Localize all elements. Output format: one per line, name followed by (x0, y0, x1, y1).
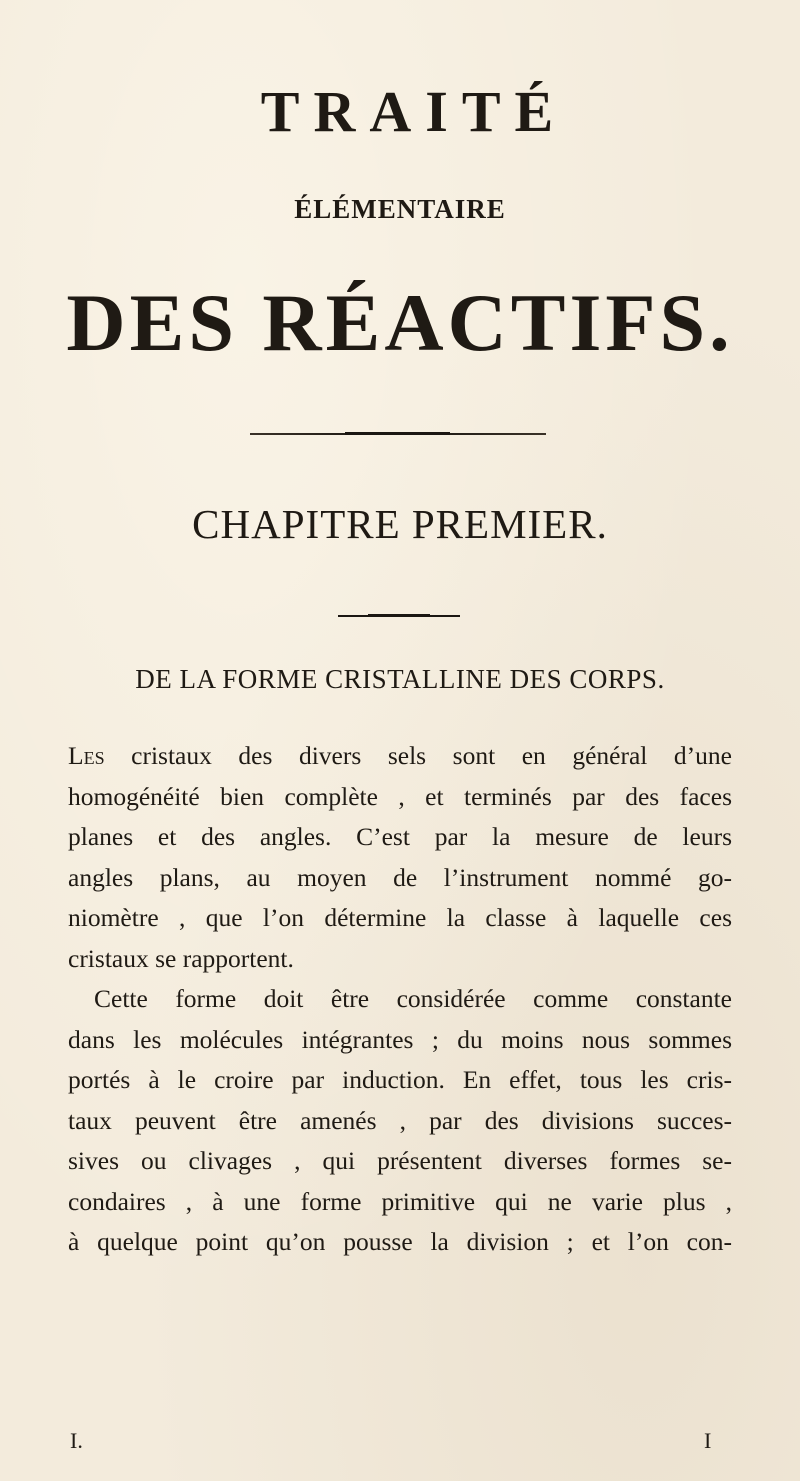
title-des-reactifs: DES RÉACTIFS. (66, 277, 734, 368)
body-line-12: condaires , à une forme primitive qui ne varie plus , (68, 1186, 732, 1216)
body-line-11: sives ou clivages , qui présentent diverses formes se- (68, 1146, 732, 1175)
body-first-word: Les (68, 741, 105, 770)
signature-mark: I. (70, 1428, 83, 1453)
body-line-4: angles plans, au moyen de l’instrument nommé go- (68, 862, 732, 892)
body-line-9: portés à le croire par induction. En effet, tous les cris- (68, 1065, 732, 1094)
body-line-7: Cette forme doit être considérée comme constante (94, 984, 732, 1013)
body-line-8: dans les molécules intégrantes ; du moins nous sommes (68, 1024, 732, 1054)
title-traite: TRAITÉ (260, 79, 568, 144)
body-line-3: planes et des angles. C’est par la mesure de leurs (68, 822, 732, 851)
body-line-5: niomètre , que l’on détermine la classe à laquelle ces (68, 903, 732, 932)
chapter-heading: CHAPITRE PREMIER. (192, 501, 608, 547)
chapter-divider-rule (338, 615, 460, 617)
body-line-6: cristaux se rapportent. (68, 943, 294, 973)
title-elementaire: ÉLÉMENTAIRE (294, 194, 506, 224)
body-line-1: Les cristaux des divers sels sont en général d’une (68, 741, 732, 770)
body-line-13: à quelque point qu’on pousse la division ; et l’on con- (68, 1227, 732, 1256)
body-text (68, 736, 732, 1263)
page-number: I (704, 1428, 712, 1453)
body-line-10: taux peuvent être amenés , par des divisions succes- (68, 1105, 732, 1135)
body-line-2: homogénéité bien complète , et terminés par des faces (68, 781, 732, 811)
section-heading: DE LA FORME CRISTALLINE DES CORPS. (135, 664, 665, 694)
title-divider-rule (250, 433, 546, 435)
